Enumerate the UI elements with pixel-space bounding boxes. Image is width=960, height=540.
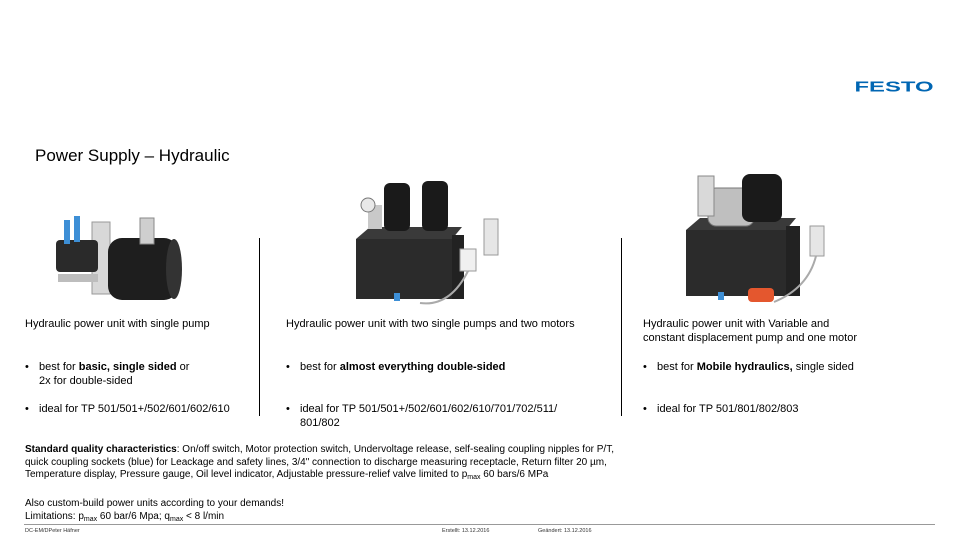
bullet-dot: • — [25, 403, 29, 415]
product-image-variable-pump — [678, 168, 830, 310]
footer-created: Erstellt: 13.12.2016 — [442, 528, 490, 534]
footer-author: DC-EM/DPeter Häfner — [25, 528, 80, 534]
product-caption-3: Hydraulic power unit with Variable and constant displacement pump and one motor — [643, 318, 858, 344]
bullet-dot: • — [643, 403, 647, 415]
column-divider-2 — [621, 238, 622, 416]
product-image-two-pumps — [350, 175, 502, 310]
festo-logo — [854, 79, 934, 93]
bullet-dot: • — [25, 361, 29, 373]
standard-characteristics: Standard quality characteristics: On/off switch, Motor protection switch, Undervoltage release, self-sealing coupling nipples for P/T, quick coupling sockets (blue) for Leackage and safety lines, 3/4" connection to discharge measuring receptacle, Return filter 20 µm, Temperature display, Pressure gauge, Oil level indicator, Adjustable pressure-relief valve limited to $p_{max}$ 60 bars/6 MPa — [25, 444, 614, 481]
product-image-single-pump — [48, 212, 184, 306]
bullet-dot: • — [286, 403, 290, 415]
column-divider-1 — [259, 238, 260, 416]
standard-label: Standard quality characteristics — [25, 444, 177, 455]
product-2-bullet-2: • ideal for TP 501/501+/502/601/602/610/701/702/511/ 801/802 — [286, 403, 558, 429]
bullet-dot: • — [643, 361, 647, 373]
product-3-bullet-2: • ideal for TP 501/801/802/803 — [643, 403, 799, 415]
logo-text: FESTO — [854, 79, 934, 93]
page-title: Power Supply – Hydraulic — [35, 146, 230, 165]
product-2-bullet-1: • best for almost everything double-sided — [286, 361, 506, 373]
bullet-dot: • — [286, 361, 290, 373]
product-1-bullet-1: • best for basic, single sided or 2x for double-sided — [25, 361, 190, 387]
footer-divider — [24, 524, 935, 525]
product-caption-1: Hydraulic power unit with single pump — [25, 318, 210, 330]
product-caption-2: Hydraulic power unit with two single pumps and two motors — [286, 318, 575, 330]
product-1-bullet-2: • ideal for TP 501/501+/502/601/602/610 — [25, 403, 230, 415]
footer-changed: Geändert: 13.12.2016 — [538, 528, 592, 534]
product-3-bullet-1: • best for Mobile hydraulics, single sided — [643, 361, 854, 373]
custom-build-note: Also custom-build power units according to your demands! Limitations: $p_{max}$ 60 bar/6 Mpa; $q_{max} < 8$ l/min — [25, 498, 285, 523]
